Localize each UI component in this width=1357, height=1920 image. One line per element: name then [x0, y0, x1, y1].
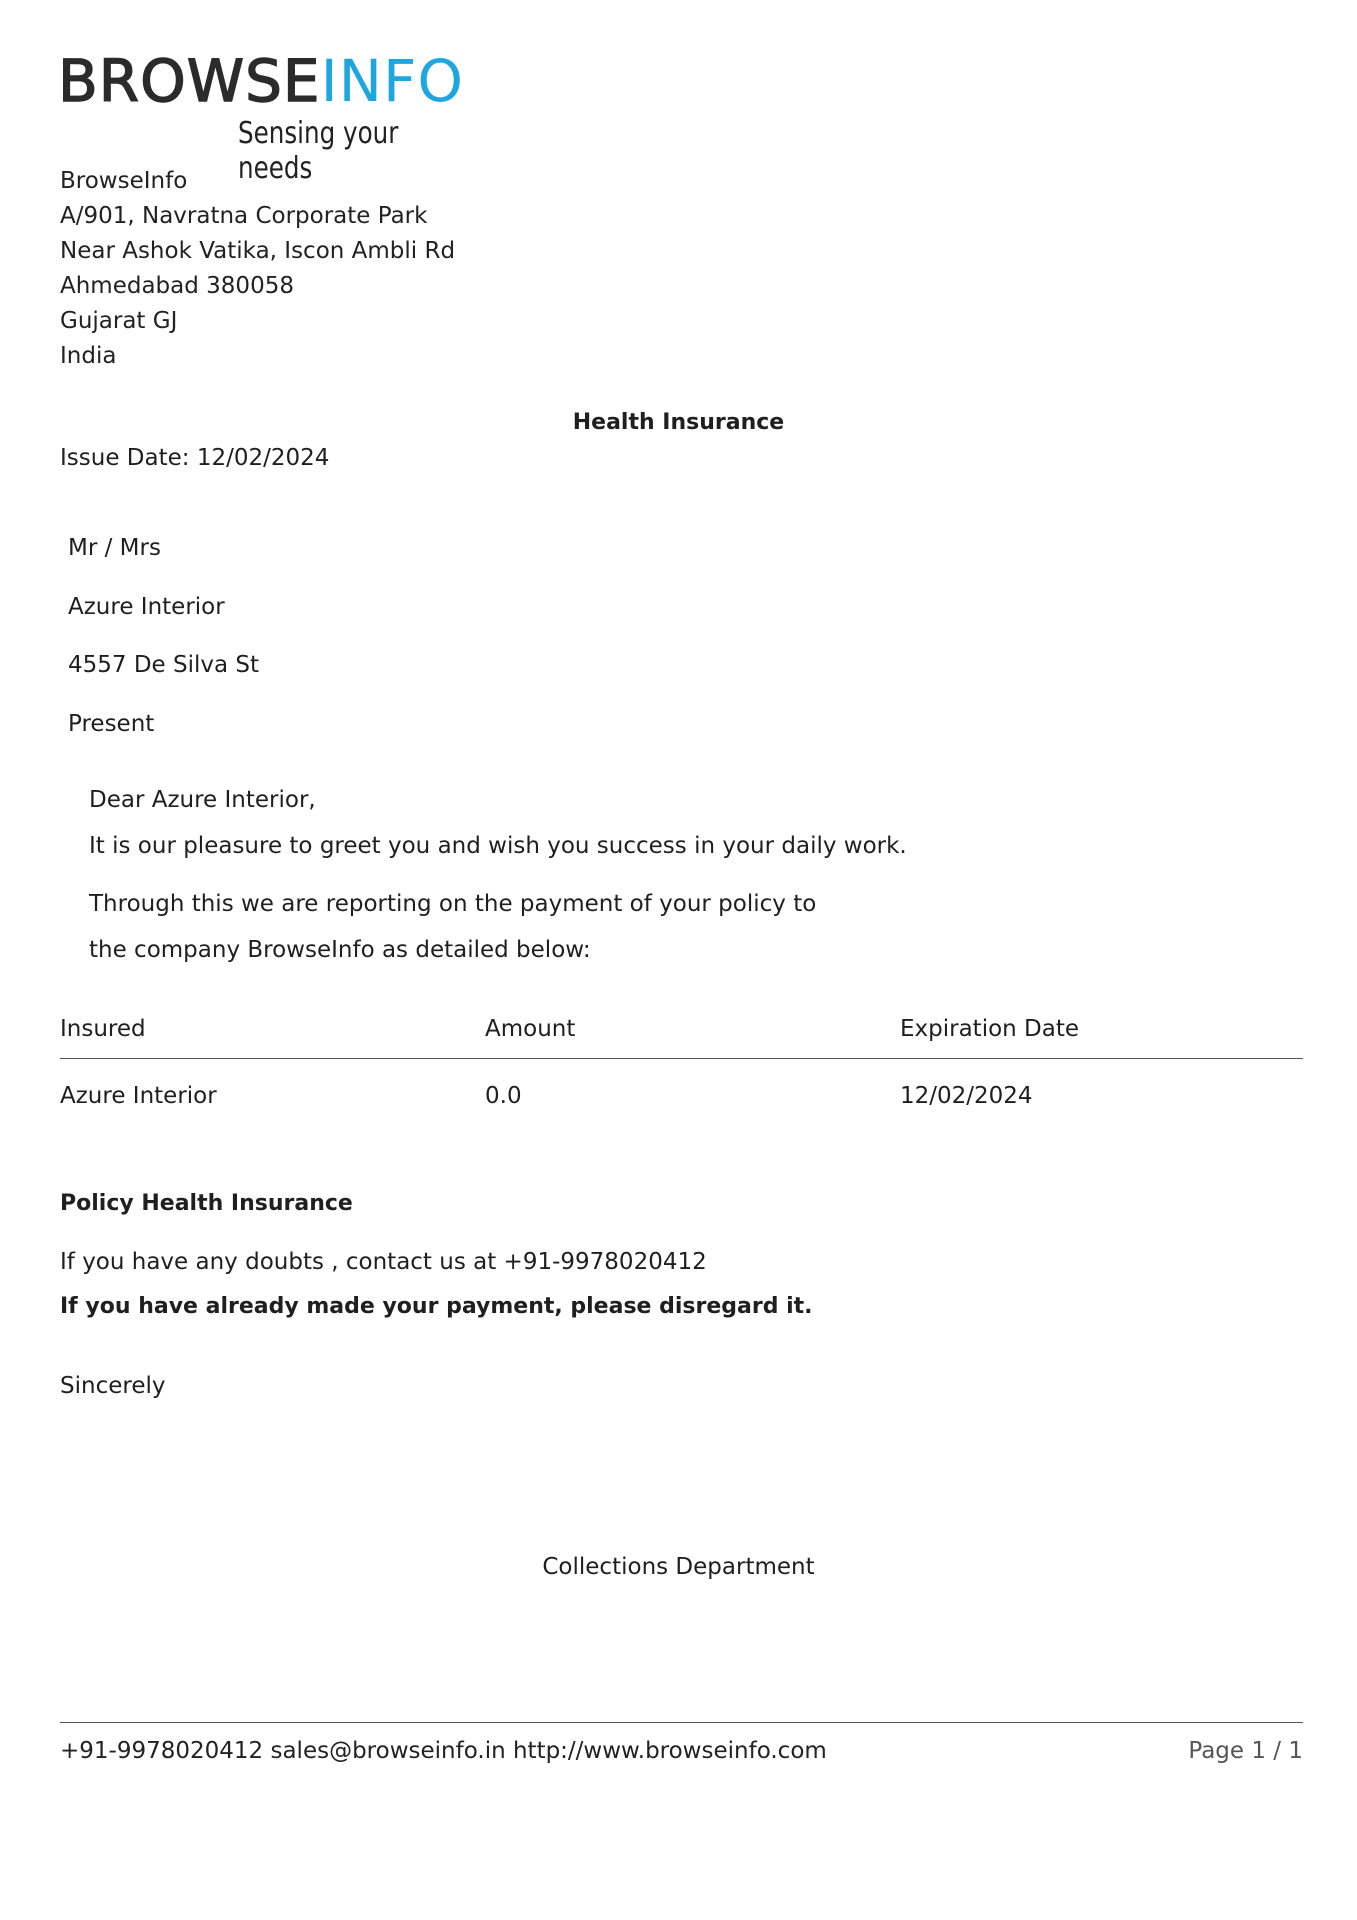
company-address-line: Near Ashok Vatika, Iscon Ambli Rd [60, 238, 456, 264]
table-row [60, 1059, 1303, 1129]
recipient-name: Azure Interior [68, 594, 225, 620]
page-number: Page 1 / 1 [1188, 1738, 1303, 1764]
payment-table [60, 1010, 1303, 1129]
company-name: BrowseInfo [60, 168, 188, 194]
cell-amount: 0.0 [485, 1083, 522, 1109]
logo-tagline: Sensing your needs [238, 116, 399, 186]
issue-date: Issue Date: 12/02/2024 [60, 445, 330, 471]
footer-contact: +91-9978020412 sales@browseinfo.in http://www.browseinfo.com [60, 1738, 827, 1764]
letter-salutation: Dear Azure Interior, [89, 787, 316, 813]
cell-expiration-date: 12/02/2024 [900, 1083, 1033, 1109]
contact-note: If you have any doubts , contact us at +91-9978020412 [60, 1249, 707, 1275]
recipient-title: Mr / Mrs [68, 535, 161, 561]
policy-heading: Policy Health Insurance [60, 1191, 353, 1216]
letter-paragraph: the company BrowseInfo as detailed below: [89, 937, 591, 963]
logo-word-dark: BROWSE [58, 47, 321, 115]
column-header-amount: Amount [485, 1016, 576, 1042]
column-header-expiration-date: Expiration Date [900, 1016, 1080, 1042]
cell-insured: Azure Interior [60, 1083, 217, 1109]
letter-paragraph: Through this we are reporting on the payment of your policy to [89, 891, 817, 917]
company-logo [58, 47, 468, 186]
logo-word-blue: INFO [320, 47, 465, 115]
document-title: Health Insurance [572, 410, 785, 435]
footer-divider [60, 1722, 1303, 1723]
column-header-insured: Insured [60, 1016, 146, 1042]
recipient-street: 4557 De Silva St [68, 652, 260, 678]
table-header-row [60, 1010, 1303, 1059]
signature-department: Collections Department [542, 1554, 815, 1580]
letter-paragraph: It is our pleasure to greet you and wish you success in your daily work. [89, 833, 907, 859]
logo-wordmark [58, 47, 465, 115]
recipient-present: Present [68, 711, 155, 737]
company-address-line: India [60, 343, 117, 369]
company-address-line: Gujarat GJ [60, 308, 178, 334]
disregard-note: If you have already made your payment, please disregard it. [60, 1294, 813, 1319]
company-address-line: A/901, Navratna Corporate Park [60, 203, 428, 229]
closing: Sincerely [60, 1373, 166, 1399]
company-address-line: Ahmedabad 380058 [60, 273, 294, 299]
